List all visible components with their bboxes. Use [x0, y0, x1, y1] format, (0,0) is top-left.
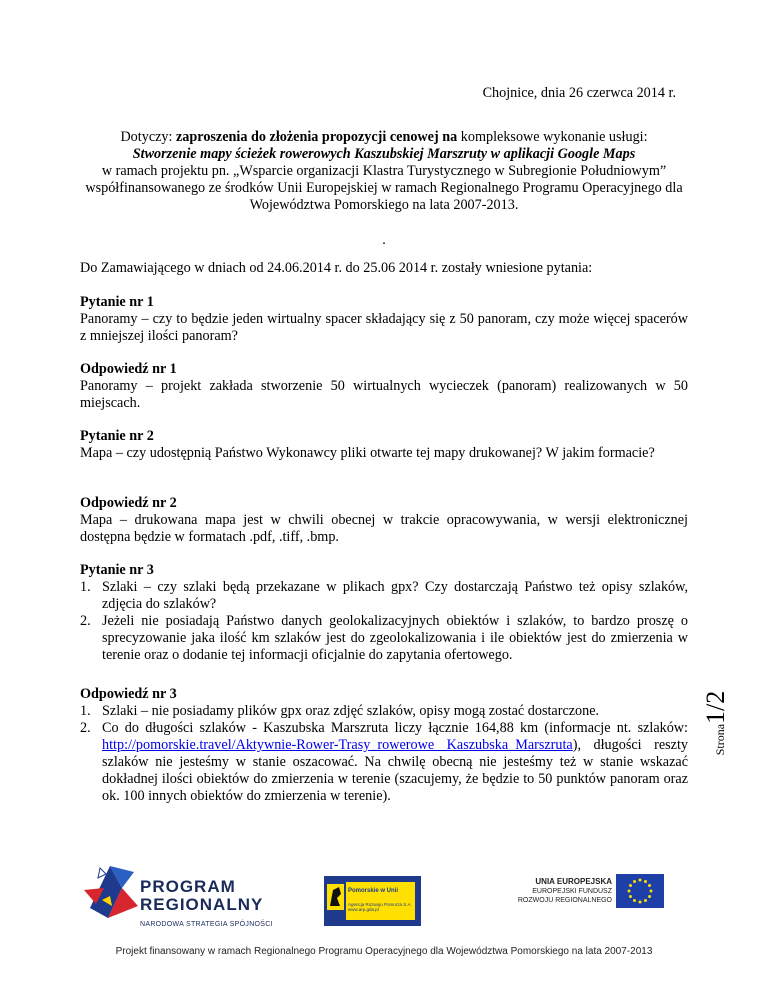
list-item	[80, 720, 688, 805]
list-item	[80, 613, 688, 664]
eu-star	[628, 890, 631, 893]
program-line1: PROGRAM	[140, 877, 236, 896]
question-heading: Pytanie nr 1	[80, 294, 154, 310]
subject-block	[80, 129, 688, 214]
eu-line1: UNIA EUROPEJSKA	[535, 877, 612, 886]
answer-text: Panoramy – projekt zakłada stworzenie 50 wirtualnych wycieczek (panoram) realizowanych w 50 miejscach.	[80, 378, 688, 411]
subject-title: Stworzenie mapy ścieżek rowerowych Kaszubskiej Marszruty w aplikacji Google Maps	[132, 146, 636, 162]
list-text: Jeżeli nie posiadają Państwo danych geolokalizacyjnych obiektów i szlaków, to bardzo proszę o sprecyzowanie jaka ilość km szlaków jest do zgeolokalizowania i ile obiektów jest do zmierzenia w terenie oraz o dodanie tej informacji oficjalnie do zapytania ofertowego.	[102, 613, 688, 663]
answer-1	[80, 361, 688, 412]
subject-bold: zaproszenia do złożenia propozycji cenowej na	[176, 129, 458, 145]
eu-line2: EUROPEJSKI FUNDUSZ	[532, 888, 612, 895]
eu-star	[648, 895, 651, 898]
eu-star	[639, 879, 642, 882]
pomorskie-logo	[324, 876, 421, 926]
answer-3	[80, 686, 688, 805]
pomorskie-sub	[348, 902, 412, 912]
answer-heading: Odpowiedź nr 1	[80, 361, 177, 377]
answer-heading: Odpowiedź nr 2	[80, 495, 177, 511]
program-sub: NARODOWA STRATEGIA SPÓJNOŚCI	[140, 921, 273, 928]
list-text-after: ), długości reszty szlaków nie jesteśmy w stanie oszacować. Na chwilę obecną nie jesteśmy też w stanie wskazać dokładnej ilości obiektów do zmierzenia w terenie (szacujemy, że będzie to 50 punktów panoram oraz ok. 100 innych obiektów do zmierzenia w terenie).	[102, 737, 688, 804]
list-number: 1.	[80, 579, 91, 595]
pomorskie-url: www.arp.gda.pl	[348, 907, 379, 912]
list-number: 2.	[80, 613, 91, 629]
list-text: Szlaki – czy szlaki będą przekazane w plikach gpx? Czy dostarczają Państwo też opisy szlaków, zdjęcia do szlaków?	[102, 579, 688, 612]
list-number: 2.	[80, 720, 91, 736]
eu-star	[648, 884, 651, 887]
eu-text	[474, 876, 612, 905]
pomorskie-agency: Agencja Rozwoju Pomorza S.A.	[348, 902, 412, 907]
question-3-list	[80, 579, 688, 664]
list-text: Szlaki – nie posiadamy plików gpx oraz zdjęć szlaków, opisy mogą zostać dostarczone.	[102, 703, 600, 719]
program-line2: REGIONALNY	[140, 895, 264, 914]
eu-star	[629, 895, 632, 898]
eu-star	[633, 899, 636, 902]
subject-project: w ramach projektu pn. „Wsparcie organizacji Klastra Turystycznego w Subregionie Południowym” współfinansowanego ze środków Unii Europejskiej w ramach Regionalnego Programu Operacyjnego dla Województwa Pomorskiego na lata 2007-2013.	[85, 163, 683, 213]
question-heading: Pytanie nr 2	[80, 428, 154, 444]
answer-text: Mapa – drukowana mapa jest w chwili obecnej w trakcie opracowywania, w wersji elektronicznej dostępna będzie w formatach .pdf, .tiff, .bmp.	[80, 512, 688, 545]
eu-star	[650, 890, 653, 893]
eu-flag-icon	[616, 874, 664, 908]
question-heading: Pytanie nr 3	[80, 562, 154, 578]
eu-star	[644, 899, 647, 902]
trail-info-link[interactable]: http://pomorskie.travel/Aktywnie-Rower-Trasy_rowerowe Kaszubska_Marszruta	[102, 737, 573, 753]
question-2	[80, 428, 688, 462]
list-item	[80, 703, 688, 720]
list-item	[80, 579, 688, 613]
eu-star	[629, 884, 632, 887]
answer-2	[80, 495, 688, 546]
answer-3-list	[80, 703, 688, 805]
question-text: Mapa – czy udostępnią Państwo Wykonawcy pliki otwarte tej mapy drukowanej? W jakim formacie?	[80, 445, 655, 461]
separator-dot: .	[382, 232, 386, 248]
answer-heading: Odpowiedź nr 3	[80, 686, 177, 702]
intro-text: Do Zamawiającego w dniach od 24.06.2014 r. do 25.06 2014 r. zostały wniesione pytania:	[80, 260, 593, 276]
eu-star	[633, 880, 636, 883]
footer-text: Projekt finansowany w ramach Regionalnego Programu Operacyjnego dla Województwa Pomorskiego na lata 2007-2013	[115, 946, 653, 957]
page-number-value: 1/2	[701, 690, 730, 724]
document-date: Chojnice, dnia 26 czerwca 2014 r.	[482, 85, 676, 101]
pomorskie-title: Pomorskie w Unii	[348, 888, 399, 894]
program-regionalny-logo-icon	[82, 860, 140, 922]
question-1	[80, 294, 688, 345]
eu-star	[644, 880, 647, 883]
list-text-before: Co do długości szlaków - Kaszubska Marszruta liczy łącznie 164,88 km (informacje nt. szlaków:	[102, 720, 688, 736]
page-label: Strona	[713, 723, 727, 756]
eu-star	[639, 901, 642, 904]
eu-line3: ROZWOJU REGIONALNEGO	[517, 897, 612, 904]
page-number	[693, 668, 743, 778]
question-text: Panoramy – czy to będzie jeden wirtualny spacer składający się z 50 panoram, czy może więcej spacerów z mniejszej ilości panoram?	[80, 311, 688, 344]
subject-rest: kompleksowe wykonanie usługi:	[457, 129, 648, 145]
subject-prefix: Dotyczy:	[120, 129, 176, 145]
program-regionalny-text	[140, 878, 273, 933]
griffin-icon	[327, 884, 344, 910]
question-3	[80, 562, 688, 664]
list-number: 1.	[80, 703, 91, 719]
